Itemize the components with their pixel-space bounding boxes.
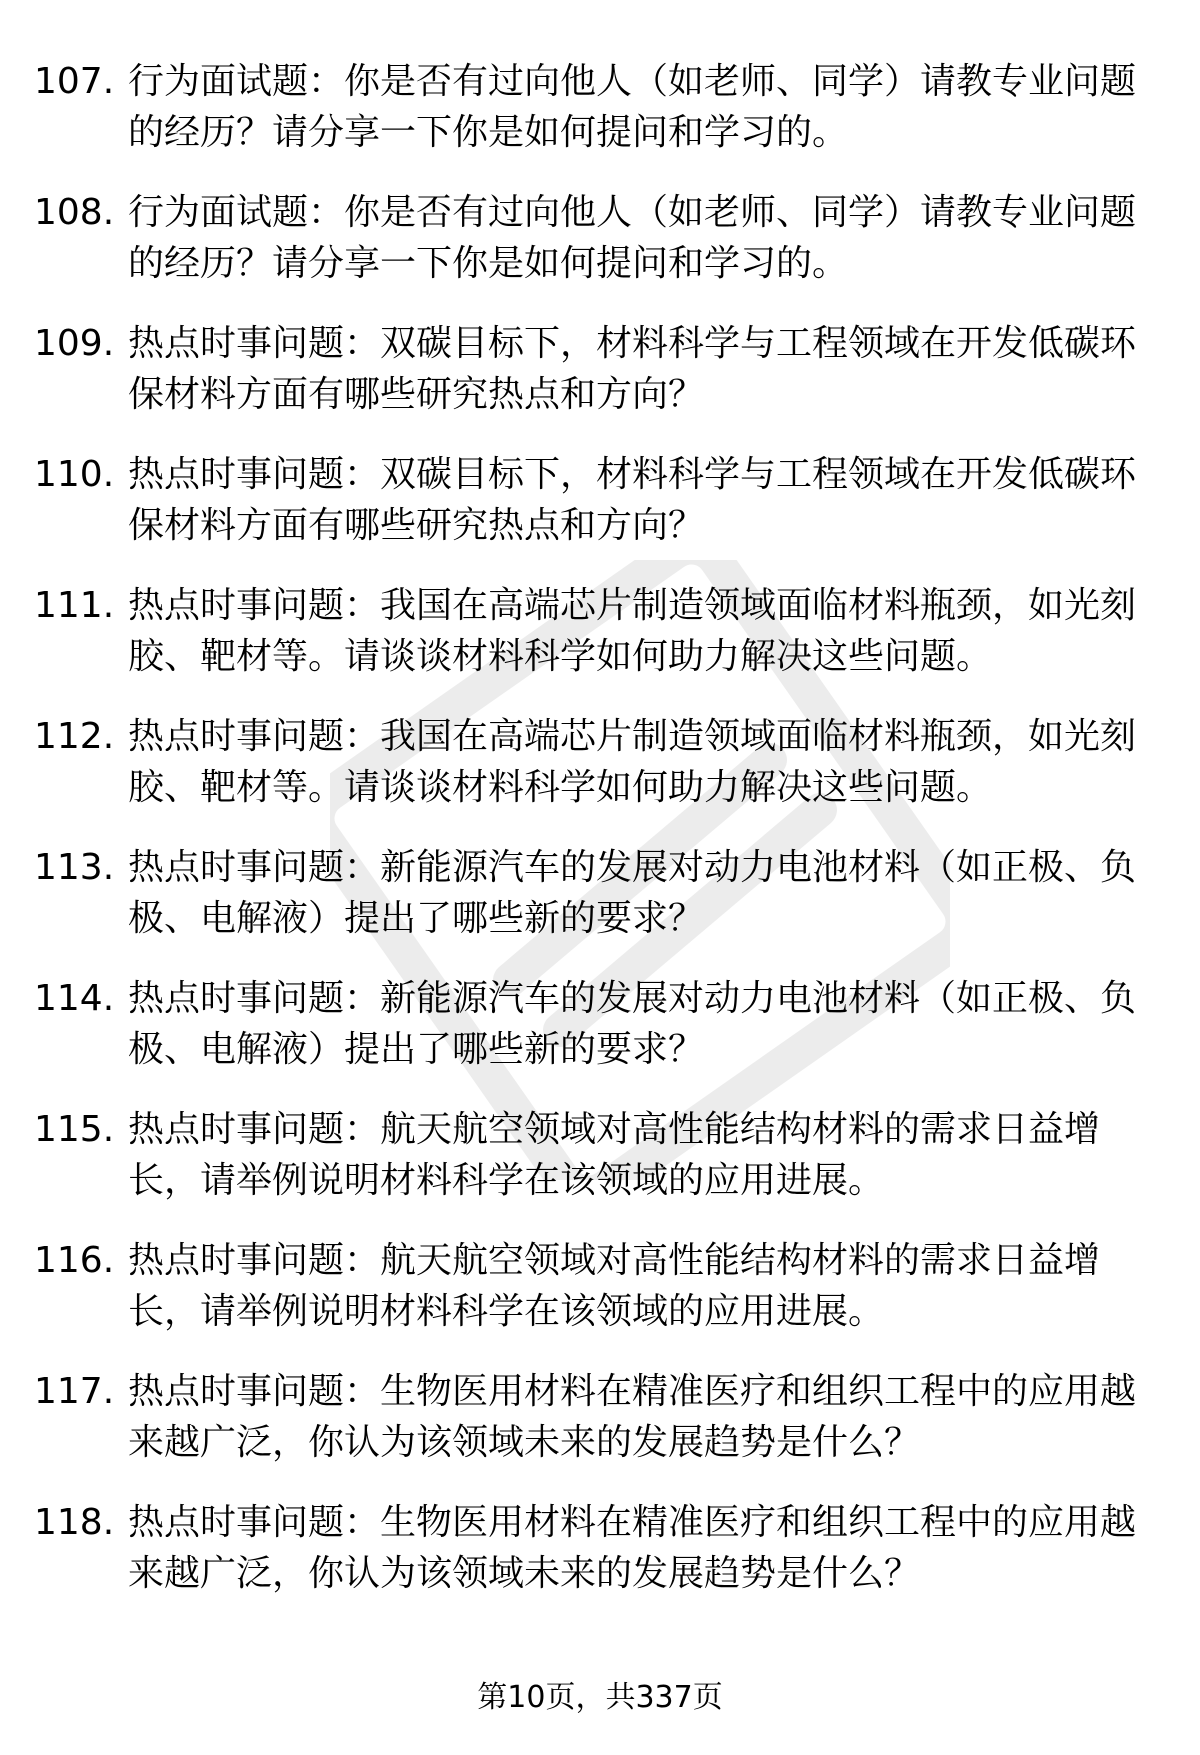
question-text — [128, 1497, 1138, 1599]
list-item — [0, 711, 1200, 842]
question-line: 胶、靶材等。请谈谈材料科学如何助力解决这些问题。 — [128, 636, 993, 677]
question-number: 116. — [34, 1240, 115, 1281]
question-line: 热点时事问题：我国在高端芯片制造领域面临材料瓶颈，如光刻 — [128, 716, 1137, 757]
question-line: 热点时事问题：双碳目标下，材料科学与工程领域在开发低碳环 — [128, 323, 1137, 364]
question-text — [128, 842, 1138, 944]
question-number: 115. — [34, 1109, 115, 1150]
list-item — [0, 1235, 1200, 1366]
question-line: 的经历？请分享一下你是如何提问和学习的。 — [128, 243, 849, 284]
question-line: 极、电解液）提出了哪些新的要求？ — [128, 1029, 705, 1070]
question-number: 107. — [34, 61, 115, 102]
question-line: 的经历？请分享一下你是如何提问和学习的。 — [128, 112, 849, 153]
list-item — [0, 842, 1200, 973]
question-number: 114. — [34, 978, 115, 1019]
list-item — [0, 1497, 1200, 1628]
question-line: 极、电解液）提出了哪些新的要求？ — [128, 898, 705, 939]
question-text — [128, 318, 1138, 420]
list-item — [0, 187, 1200, 318]
question-line: 热点时事问题：生物医用材料在精准医疗和组织工程中的应用越 — [128, 1371, 1137, 1412]
question-line: 行为面试题：你是否有过向他人（如老师、同学）请教专业问题 — [128, 192, 1137, 233]
question-number: 112. — [34, 716, 115, 757]
question-line: 热点时事问题：我国在高端芯片制造领域面临材料瓶颈，如光刻 — [128, 585, 1137, 626]
question-line: 来越广泛，你认为该领域未来的发展趋势是什么？ — [128, 1553, 921, 1594]
question-text — [128, 973, 1138, 1075]
list-item — [0, 973, 1200, 1104]
question-line: 热点时事问题：新能源汽车的发展对动力电池材料（如正极、负 — [128, 847, 1137, 888]
question-text — [128, 1104, 1138, 1206]
question-line: 热点时事问题：新能源汽车的发展对动力电池材料（如正极、负 — [128, 978, 1137, 1019]
question-text — [128, 1366, 1138, 1468]
question-number: 117. — [34, 1371, 115, 1412]
question-text — [128, 580, 1138, 682]
list-item — [0, 56, 1200, 187]
question-line: 热点时事问题：双碳目标下，材料科学与工程领域在开发低碳环 — [128, 454, 1137, 495]
page-footer: 第10页，共337页 — [477, 1680, 723, 1715]
question-text — [128, 449, 1138, 551]
question-list — [0, 56, 1200, 1628]
question-text — [128, 187, 1138, 289]
question-text — [128, 711, 1138, 813]
question-line: 热点时事问题：航天航空领域对高性能结构材料的需求日益增 — [128, 1109, 1101, 1150]
question-text — [128, 1235, 1138, 1337]
question-number: 113. — [34, 847, 115, 888]
question-number: 108. — [34, 192, 115, 233]
question-line: 保材料方面有哪些研究热点和方向？ — [128, 374, 705, 415]
list-item — [0, 449, 1200, 580]
list-item — [0, 1104, 1200, 1235]
question-line: 来越广泛，你认为该领域未来的发展趋势是什么？ — [128, 1422, 921, 1463]
list-item — [0, 318, 1200, 449]
question-line: 热点时事问题：生物医用材料在精准医疗和组织工程中的应用越 — [128, 1502, 1137, 1543]
list-item — [0, 1366, 1200, 1497]
question-line: 热点时事问题：航天航空领域对高性能结构材料的需求日益增 — [128, 1240, 1101, 1281]
question-text — [128, 56, 1138, 158]
question-line: 长，请举例说明材料科学在该领域的应用进展。 — [128, 1160, 885, 1201]
list-item — [0, 580, 1200, 711]
question-number: 110. — [34, 454, 115, 495]
question-number: 111. — [34, 585, 115, 626]
question-line: 行为面试题：你是否有过向他人（如老师、同学）请教专业问题 — [128, 61, 1137, 102]
question-line: 胶、靶材等。请谈谈材料科学如何助力解决这些问题。 — [128, 767, 993, 808]
question-number: 118. — [34, 1502, 115, 1543]
question-line: 保材料方面有哪些研究热点和方向？ — [128, 505, 705, 546]
question-line: 长，请举例说明材料科学在该领域的应用进展。 — [128, 1291, 885, 1332]
question-number: 109. — [34, 323, 115, 364]
